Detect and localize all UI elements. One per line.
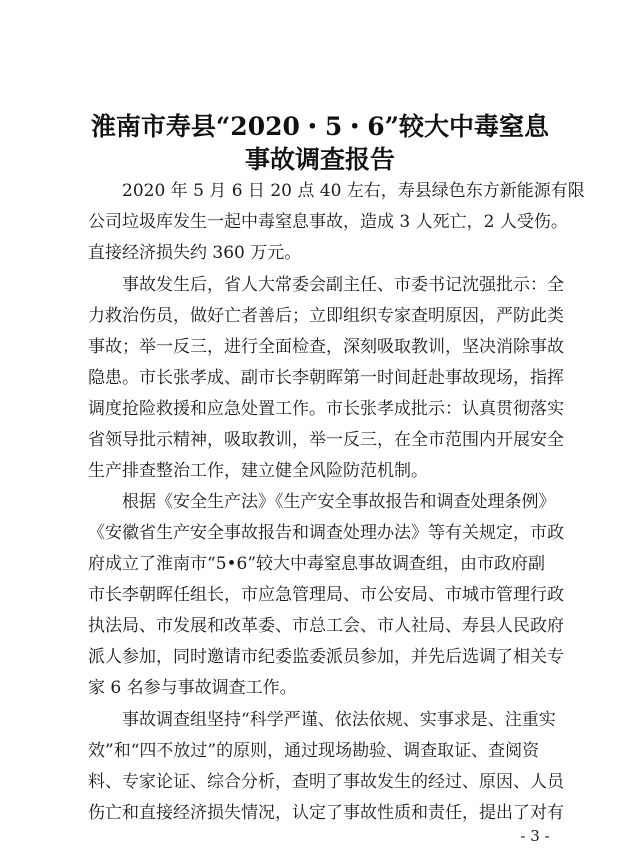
paragraph-1-line-2: 公司垃圾库发生一起中毒窒息事故，造成 3 人死亡，2 人受伤。 — [88, 212, 568, 232]
paragraph-3-line-2: 《安徽省生产安全事故报告和调查处理办法》等有关规定，市政 — [88, 523, 564, 543]
paragraph-3-line-6: 派人参加，同时邀请市纪委监委派员参加，并先后选调了相关专 — [88, 647, 564, 667]
page-number: - 3 - — [520, 827, 550, 845]
paragraph-3-line-3: 府成立了淮南市“5•6”较大中毒窒息事故调查组，由市政府副 — [88, 554, 546, 574]
paragraph-2-line-5: 调度抢险救援和应急处置工作。市长张孝成批示：认真贯彻落实 — [88, 399, 564, 419]
paragraph-2-line-2: 力救治伤员，做好亡者善后；立即组织专家查明原因，严防此类 — [88, 306, 564, 326]
paragraph-2-line-1: 事故发生后，省人大常委会副主任、市委书记沈强批示：全 — [122, 275, 564, 295]
paragraph-4-line-3: 料、专家论证、综合分析，查明了事故发生的经过、原因、人员 — [88, 772, 564, 792]
paragraph-2-line-7: 生产排查整治工作，建立健全风险防范机制。 — [88, 461, 428, 481]
paragraph-3-line-1: 根据《安全生产法》《生产安全事故报告和调查处理条例》 — [122, 492, 556, 512]
paragraph-1-line-3: 直接经济损失约 360 万元。 — [88, 243, 302, 263]
paragraph-2-line-6: 省领导批示精神，吸取教训，举一反三，在全市范围内开展安全 — [88, 430, 564, 450]
paragraph-3-line-7: 家 6 名参与事故调查工作。 — [88, 678, 297, 698]
paragraph-3-line-4: 市长李朝晖任组长，市应急管理局、市公安局、市城市管理行政 — [88, 585, 564, 605]
paragraph-3-line-5: 执法局、市发展和改革委、市总工会、市人社局、寿县人民政府 — [88, 616, 564, 636]
paragraph-4-line-1: 事故调查组坚持“科学严谨、依法依规、实事求是、注重实 — [122, 710, 556, 730]
paragraph-1-line-1: 2020 年 5 月 6 日 20 点 40 左右，寿县绿色东方新能源有限 — [122, 181, 585, 201]
paragraph-2-line-4: 隐患。市长张孝成、副市长李朝晖第一时间赶赴事故现场，指挥 — [88, 368, 564, 388]
paragraph-4-line-2: 效”和“四不放过”的原则，通过现场勘验、调查取证、查阅资 — [88, 741, 540, 761]
document-title-line-2: 事故调查报告 — [244, 145, 395, 174]
document-title-line-1: 淮南市寿县“2020・5・6”较大中毒窒息 — [90, 112, 550, 141]
paragraph-4-line-4: 伤亡和直接经济损失情况，认定了事故性质和责任，提出了对有 — [88, 803, 564, 823]
paragraph-2-line-3: 事故；举一反三，进行全面检查，深刻吸取教训，坚决消除事故 — [88, 337, 564, 357]
